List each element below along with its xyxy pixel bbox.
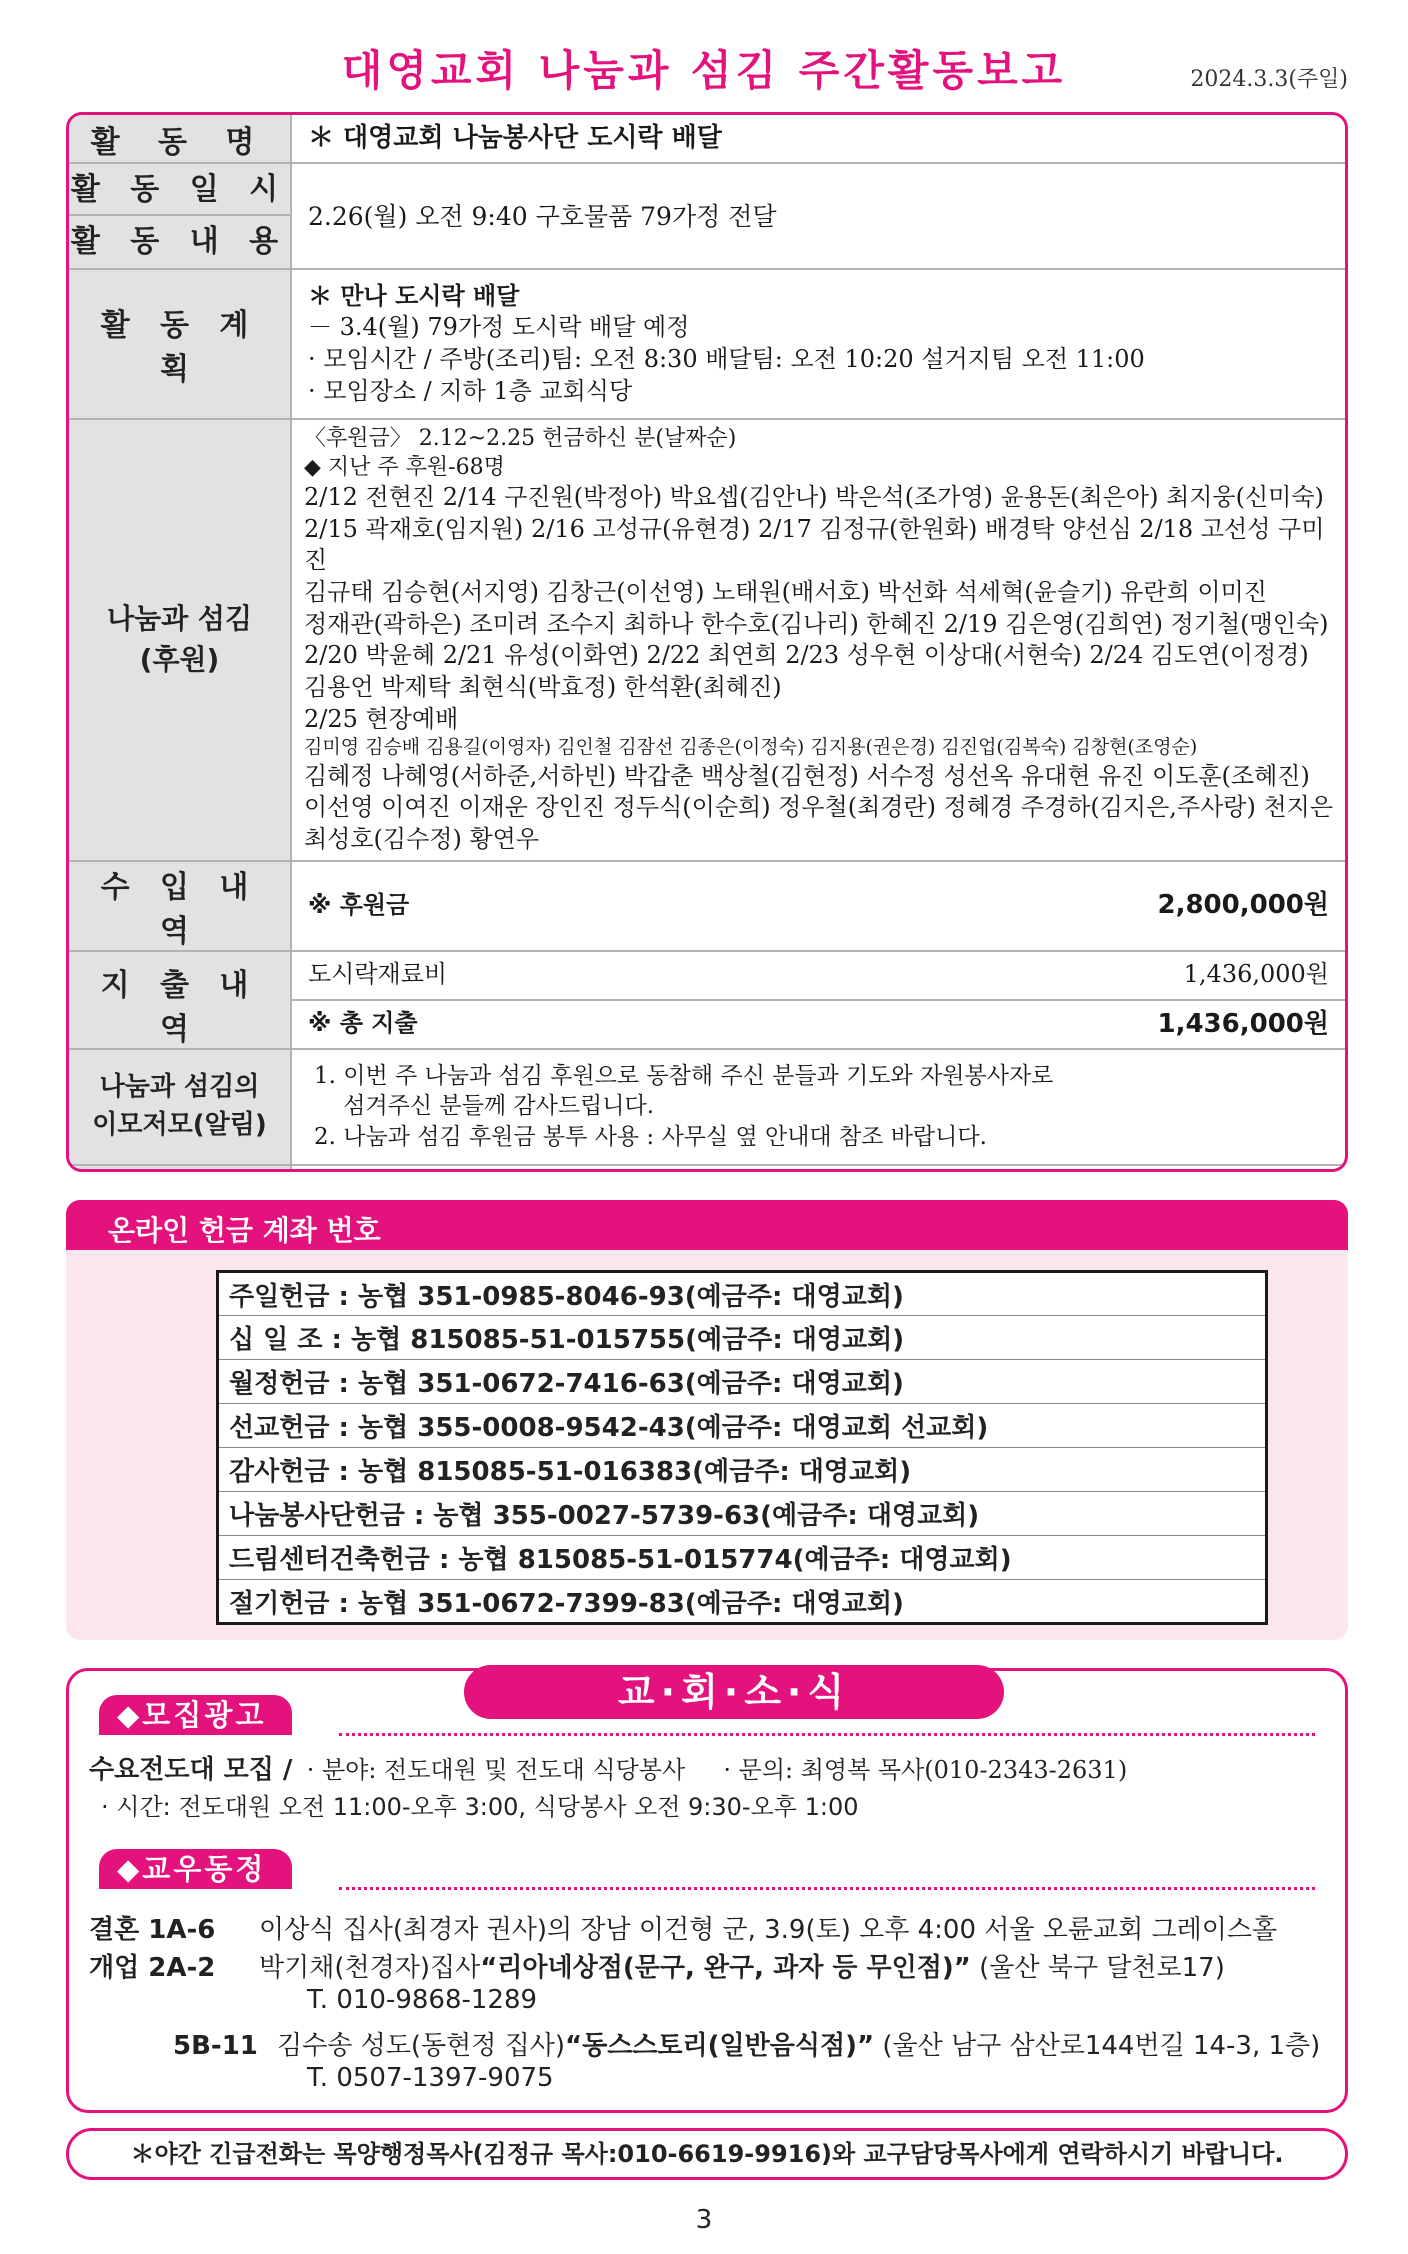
total-expense-item: ※ 총 지출 [308, 1009, 418, 1038]
recruit-field: · 분야: 전도대원 및 전도대 식당봉사 [306, 1756, 686, 1784]
opening-shop-2: “동스스토리(일반음식점)” [564, 2031, 875, 2061]
label-notice-line2: 이모저모(알림) [92, 1109, 267, 1140]
label-notice-line1: 나눔과 섬김의 [99, 1071, 260, 1102]
sharing-line: 2/15 곽재호(임지원) 2/16 고성규(유현경) 2/17 김정규(한원화) 배경탁 양선심 2/18 고선성 구미진 [304, 514, 1325, 575]
opening-address-2: (울산 남구 삼산로144번길 14-3, 1층) [874, 2031, 1321, 2061]
table-row [218, 1580, 1267, 1624]
sharing-line: 이선영 이여진 이재운 장인진 정두식(이순희) 정우철(최경란) 정혜경 주경하(김지은,주사랑) 천지은 [304, 793, 1334, 822]
plan-line: · 모임장소 / 지하 1층 교회식당 [308, 376, 633, 405]
online-offering-box [66, 1250, 1348, 1640]
table-row [218, 1360, 1267, 1404]
table-row [218, 1448, 1267, 1492]
row-income [69, 861, 1345, 951]
sharing-line: 2/20 박윤혜 2/21 유성(이화연) 2/22 최연희 2/23 성우현 이상대(서현숙) 2/24 김도연(이정경) [304, 641, 1309, 670]
table-row [218, 1316, 1267, 1360]
sharing-line: 김용언 박제탁 최현식(박효정) 한석환(최혜진) [304, 673, 782, 702]
label-support: (후원) [139, 642, 220, 676]
member-news-divider [339, 1887, 1315, 1890]
label-notice [69, 1049, 291, 1165]
income-amount: 2,800,000원 [1157, 890, 1329, 921]
sharing-line: 김혜정 나혜영(서하준,서하빈) 박갑춘 백상철(김현정) 서수정 성선옥 유대현 유진 이도훈(조혜진) [304, 761, 1310, 790]
label-activity-name: 활 동 명 [69, 115, 291, 163]
plan-line: － 3.4(월) 79가정 도시락 배달 예정 [308, 313, 690, 342]
opening-phone-2: T. 0507-1397-9075 [307, 2063, 554, 2093]
account-entry: 나눔봉사단헌금 : 농협 355-0027-5739-63(예금주: 대영교회) [218, 1492, 1267, 1536]
sharing-line: 김규태 김승현(서지영) 김창근(이선영) 노태원(배서호) 박선화 석세혁(윤슬기) 유란희 이미진 [304, 578, 1267, 607]
sharing-line: 김미영 김승배 김용길(이영자) 김인철 김잠선 김종은(이정숙) 김지용(권은경) 김진업(김복숙) 김창현(조영순) [304, 736, 1198, 759]
label-income: 수 입 내 역 [69, 861, 291, 951]
opening-owner-2: 김수송 성도(동현정 집사) [277, 2031, 565, 2061]
activity-report-table [66, 112, 1348, 1172]
label-activity-content: 활 동 내 용 [70, 224, 289, 259]
income-item: ※ 후원금 [308, 890, 410, 919]
account-entry: 드림센터건축헌금 : 농협 815085-51-015774(예금주: 대영교회) [218, 1536, 1267, 1580]
row-activity-plan [69, 269, 1345, 419]
label-expense: 지 출 내 역 [69, 951, 291, 1049]
header [0, 0, 1408, 112]
emergency-notice: ＊야간 긴급전화는 목양행정목사(김정규 목사:010-6619-9916)와 교구담당목사에게 연락하시기 바랍니다. [66, 2128, 1348, 2180]
sharing-line: 정재관(곽하은) 조미려 조수지 최하나 한수호(김나리) 한혜진 2/19 김은영(김희연) 정기철(맹인숙) [304, 609, 1329, 638]
value-sharing-support [291, 419, 1345, 861]
wedding-label: 결혼 1A-6 [89, 1915, 216, 1945]
sharing-line: 〈후원금〉 2.12~2.25 헌금하신 분(날짜순) [304, 426, 737, 451]
label-sharing: 나눔과 섬김 [107, 602, 252, 636]
opening-label-1: 개업 2A-2 [89, 1953, 216, 1983]
plan-line: · 모임시간 / 주방(조리)팀: 오전 8:30 배달팀: 오전 10:20 설거지팀 오전 11:00 [308, 345, 1145, 373]
row-activity-date-content [69, 163, 1345, 269]
online-offering-header [66, 1200, 1348, 1250]
account-entry: 선교헌금 : 농협 355-0008-9542-43(예금주: 대영교회 선교회) [218, 1404, 1267, 1448]
recruit-line [89, 1749, 1127, 1786]
wedding-line [89, 1909, 1277, 1946]
recruit-tag: ◆모집광고 [99, 1695, 292, 1735]
opening-line-1 [89, 1947, 1225, 1984]
expense-amount: 1,436,000원 [1183, 960, 1329, 989]
table-row [218, 1492, 1267, 1536]
sharing-line: 2/25 현장예배 [304, 704, 459, 733]
account-entry: 절기헌금 : 농협 351-0672-7399-83(예금주: 대영교회) [218, 1580, 1267, 1624]
row-expense [69, 951, 1345, 1000]
recruit-contact: · 문의: 최영복 목사(010-2343-2631) [723, 1756, 1128, 1784]
label-sharing-support [69, 419, 291, 861]
value-income [291, 861, 1345, 951]
row-activity-name [69, 115, 1345, 163]
recruit-title: 수요전도대 모집 / [89, 1755, 293, 1785]
document-date: 2024.3.3(주일) [1190, 67, 1348, 92]
opening-owner-1: 박기채(천경자)집사 [259, 1953, 481, 1983]
opening-shop-1: “리아네상점(문구, 완구, 과자 등 무인점)” [480, 1953, 971, 1983]
value-activity-plan [291, 269, 1345, 419]
account-entry: 주일헌금 : 농협 351-0985-8046-93(예금주: 대영교회) [218, 1272, 1267, 1316]
opening-line-2 [173, 2025, 1320, 2062]
value-notice [291, 1049, 1345, 1165]
expense-item: 도시락재료비 [308, 960, 448, 989]
opening-label-2: 5B-11 [173, 2031, 258, 2061]
sharing-line: 최성호(김수정) 황연우 [304, 824, 540, 853]
notice-line: 1. 이번 주 나눔과 섬김 후원으로 동참해 주신 분들과 기도와 자원봉사자로 [314, 1062, 1054, 1089]
sharing-line: 2/12 전현진 2/14 구진원(박정아) 박요셉(김안나) 박은석(조가영) 윤용돈(최은아) 최지웅(신미숙) [304, 483, 1324, 512]
account-entry: 월정헌금 : 농협 351-0672-7416-63(예금주: 대영교회) [218, 1360, 1267, 1404]
value-expense [291, 951, 1345, 1000]
notice-line: 2. 나눔과 섬김 후원금 봉투 사용 : 사무실 옆 안내대 참조 바랍니다. [314, 1123, 987, 1150]
value-account [291, 1165, 1345, 1172]
value-total-expense [291, 1000, 1345, 1049]
table-row [218, 1404, 1267, 1448]
recruit-time: · 시간: 전도대원 오전 11:00-오후 3:00, 식당봉사 오전 9:30-오후 1:00 [101, 1793, 859, 1821]
account-entry: 십 일 조 : 농협 815085-51-015755(예금주: 대영교회) [218, 1316, 1267, 1360]
value-activity-name: ＊ 대영교회 나눔봉사단 도시락 배달 [291, 115, 1345, 163]
label-account [69, 1165, 291, 1172]
document-title: 대영교회 나눔과 섬김 주간활동보고 [341, 46, 1067, 95]
row-account [69, 1165, 1345, 1172]
recruit-divider [339, 1733, 1315, 1736]
total-expense-amount: 1,436,000원 [1157, 1008, 1329, 1039]
wedding-text: 이상식 집사(최경자 권사)의 장남 이건형 군, 3.9(토) 오후 4:00 서울 오륜교회 그레이스홀 [259, 1915, 1278, 1945]
label-activity-date: 활 동 일 시 [69, 164, 290, 216]
table-row [218, 1536, 1267, 1580]
opening-address-1: (울산 북구 달천로17) [970, 1953, 1225, 1983]
sharing-line: ◆ 지난 주 후원-68명 [304, 455, 505, 481]
member-news-tag: ◆교우동정 [99, 1849, 292, 1889]
church-news-box [66, 1668, 1348, 2113]
label-activity-plan: 활 동 계 획 [69, 269, 291, 419]
page-number: 3 [695, 2205, 713, 2235]
online-accounts-table [216, 1270, 1268, 1625]
label-activity-date-content [69, 163, 291, 269]
notice-line: 섬겨주신 분들께 감사드립니다. [314, 1093, 655, 1120]
account-entry: 감사헌금 : 농협 815085-51-016383(예금주: 대영교회) [218, 1448, 1267, 1492]
value-activity-date-content: 2.26(월) 오전 9:40 구호물품 79가정 전달 [291, 163, 1345, 269]
row-notice [69, 1049, 1345, 1165]
opening-phone-1: T. 010-9868-1289 [307, 1985, 538, 2015]
plan-line: ＊ 만나 도시락 배달 [308, 281, 520, 310]
table-row [218, 1272, 1267, 1316]
online-offering-title: 온라인 헌금 계좌 번호 [108, 1214, 381, 1247]
church-news-title: 교·회·소·식 [464, 1665, 1004, 1719]
row-sharing-support [69, 419, 1345, 861]
